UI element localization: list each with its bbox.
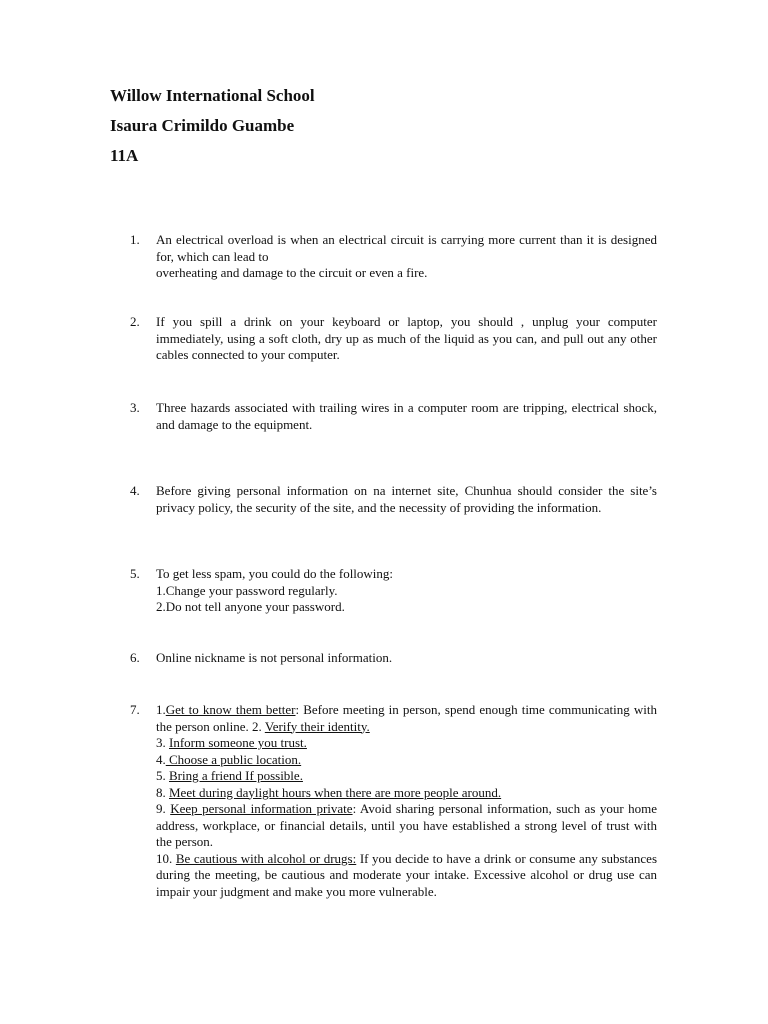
answer-4-text: Before giving personal information on na internet site, Chunhua should consider the site’s privacy policy, the security of the site, and the necessity of providing the information. (156, 483, 657, 515)
answer-item-4 (130, 483, 657, 516)
item-number: 2. (130, 314, 140, 329)
answer-item-2 (130, 314, 657, 364)
answer-1-line-1: An electrical overload is when an electrical circuit is carrying more current than it is designed for, which can lead to (156, 232, 657, 264)
tip-prefix: 3. (156, 735, 169, 750)
answer-1-line-2: overheating and damage to the circuit or even a fire. (156, 265, 428, 280)
answer-3-text: Three hazards associated with trailing wires in a computer room are tripping, electrical shock, and damage to the equipment. (156, 400, 657, 432)
answer-item-7 (130, 702, 657, 900)
school-name: Willow International School (110, 86, 315, 105)
answer-item-5 (130, 566, 657, 616)
student-name: Isaura Crimildo Guambe (110, 116, 295, 135)
item-number: 1. (130, 232, 140, 247)
item-number: 3. (130, 400, 140, 415)
item-number: 7. (130, 702, 140, 717)
tip-title: Keep personal information private (170, 801, 353, 816)
tip-prefix: 1. (156, 702, 166, 717)
tip-prefix: 8. (156, 784, 169, 800)
item-number: 4. (130, 483, 140, 498)
item-number: 6. (130, 650, 140, 665)
tip-1-paragraph (156, 702, 657, 735)
answer-item-6 (130, 650, 657, 667)
tip-title: Bring a friend If possible. (169, 768, 303, 783)
tip-4-paragraph (156, 752, 657, 769)
tip-prefix: 10. (156, 850, 176, 866)
tip-3-paragraph (156, 735, 657, 752)
tip-title: Verify their identity. (264, 718, 370, 734)
answer-item-3 (130, 400, 657, 433)
tip-text: If you decide to have a drink or consume any substances during the meeting, be cautious and moderate your intake. Excessive alcohol or drug use can impair your judgment and make you more vulnerable. (156, 850, 658, 899)
tip-9-paragraph (156, 801, 657, 851)
tip-prefix: 4. (156, 751, 166, 767)
tip-8-paragraph (156, 785, 657, 802)
tip-title: Choose a public location. (165, 751, 302, 767)
answer-5-tip-2: 2.Do not tell anyone your password. (156, 599, 345, 614)
class-label: 11A (110, 146, 139, 165)
tip-text: : Before meeting in person, spend enough time communicating with the person online. 2. (156, 702, 657, 734)
tip-text: : Avoid sharing personal information, such as your home address, workplace, or financial details, until you have established a strong level of trust with the person. (156, 801, 658, 849)
tip-10-paragraph (156, 851, 657, 901)
answer-2-text: If you spill a drink on your keyboard or laptop, you should , unplug your computer immediately, using a soft cloth, dry up as much of the liquid as you can, and pull out any other cables connected to your computer. (156, 314, 657, 362)
answer-6-text: Online nickname is not personal information. (156, 650, 393, 665)
tip-prefix: 9. (156, 801, 171, 816)
answer-5-intro: To get less spam, you could do the following: (156, 566, 394, 581)
answer-5-tip-1: 1.Change your password regularly. (156, 582, 338, 598)
tip-title: Be cautious with alcohol or drugs: (175, 850, 357, 866)
tip-title: Get to know them better (165, 702, 296, 717)
tip-prefix: 5. (156, 768, 169, 783)
tip-5-paragraph (156, 768, 657, 785)
document-header (110, 86, 315, 176)
answer-item-1 (130, 232, 657, 282)
item-number: 5. (130, 566, 140, 581)
tip-title: Inform someone you trust. (169, 735, 307, 750)
tip-title: Meet during daylight hours when there are more people around. (169, 784, 502, 800)
